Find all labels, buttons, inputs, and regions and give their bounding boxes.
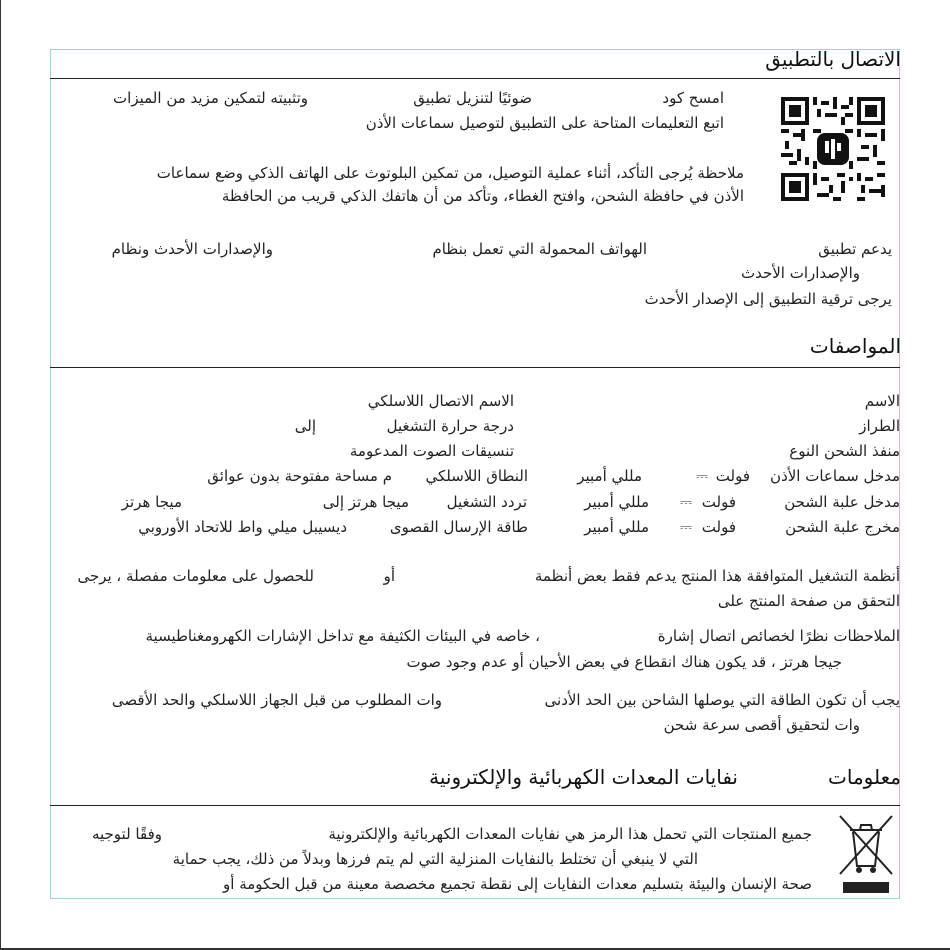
weee-line1-left: وفقًا لتوجيه (91, 825, 162, 843)
spec-row-value: مللي أمبير (584, 518, 649, 536)
spec-row-value: درجة حرارة التشغيل (386, 417, 514, 435)
specs-section-title: المواصفات (809, 334, 901, 358)
weee-line3: صحة الإنسان والبيئة بتسليم معدات النفايات إلى نقطة تجميع مخصصة معينة من قبل الحكومة أو (223, 875, 812, 893)
app-supports-right: يدعم تطبيق (818, 240, 892, 258)
spec-row-value: ديسيبل ميلي واط للاتحاد الأوروبي (138, 518, 347, 536)
specs-notes-right: الملاحظات نظرًا لخصائص اتصال إشارة (657, 627, 900, 645)
spec-row-value: فولت (715, 467, 750, 485)
app-scan-right: امسح كود (662, 89, 724, 107)
spec-row-value: فولت (701, 518, 736, 536)
spec-row-label: مدخل سماعات الأذن (770, 467, 900, 485)
app-supports-line2: والإصدارات الأحدث (740, 264, 860, 282)
specs-compat-right: أنظمة التشغيل المتوافقة هذا المنتج يدعم فقط بعض أنظمة (534, 567, 900, 585)
app-supports-mid: الهواتف المحمولة التي تعمل بنظام (432, 240, 647, 258)
spec-row-value: ميجا هرتز إلى (322, 493, 409, 511)
dc-symbol-icon: ⎓ (696, 467, 708, 485)
specs-compat-line2: التحقق من صفحة المنتج على (717, 592, 900, 610)
specs-power-right: يجب أن تكون الطاقة التي يوصلها الشاحن بين الحد الأدنى (544, 691, 900, 709)
app-follow-text: اتبع التعليمات المتاحة على التطبيق لتوصيل سماعات الأذن (365, 114, 724, 132)
app-scan-left: وتثبيته لتمكين مزيد من الميزات (113, 89, 308, 107)
specs-compat-left: للحصول على معلومات مفصلة ، يرجى (77, 567, 314, 585)
specs-power-left: وات المطلوب من قبل الجهاز اللاسلكي والحد الأقصى (111, 691, 442, 709)
spec-row-value: النطاق اللاسلكي (425, 467, 528, 485)
app-section-title: الاتصال بالتطبيق (765, 47, 901, 71)
app-upgrade-text: يرجى ترقية التطبيق إلى الإصدار الأحدث (644, 290, 892, 308)
specs-power-line2: وات لتحقيق أقصى سرعة شحن (663, 716, 860, 734)
crossed-bin-icon (836, 812, 896, 897)
spec-row-value: تنسيقات الصوت المدعومة (349, 442, 514, 460)
specs-notes-left: ، خاصه في البيئات الكثيفة مع تداخل الإشارات الكهرومغناطيسية (145, 627, 540, 645)
spec-row-label: منفذ الشحن النوع (789, 442, 900, 460)
spec-row-value: الاسم الاتصال اللاسلكي (367, 392, 514, 410)
page-edge-left (0, 0, 1, 950)
weee-section-divider (50, 805, 900, 806)
app-note-line1: ملاحظة يُرجى التأكد، أثناء عملية التوصيل، من تمكين البلوتوث على الهاتف الذكي وضع سماعات (156, 164, 744, 182)
weee-title-right: معلومات (828, 765, 901, 789)
weee-line1-right: جميع المنتجات التي تحمل هذا الرمز هي نفايات المعدات الكهربائية والإلكترونية (328, 825, 812, 843)
specs-section-divider (50, 367, 900, 368)
spec-row-label: مخرج علبة الشحن (785, 518, 900, 536)
spec-row-value: إلى (294, 417, 316, 435)
app-scan-mid: ضوئيًا لتنزيل تطبيق (413, 89, 532, 107)
specs-notes-line2: جيجا هرتز ، قد يكون هناك انقطاع في بعض الأحيان أو عدم وجود صوت (406, 653, 842, 671)
dc-symbol-icon: ⎓ (680, 518, 692, 536)
spec-row-value: ميجا هرتز (121, 493, 182, 511)
spec-row-value: م مساحة مفتوحة بدون عوائق (207, 467, 392, 485)
spec-row-label: مدخل علبة الشحن (784, 493, 900, 511)
dc-symbol-icon: ⎓ (680, 493, 692, 511)
spec-row-label: الاسم (864, 392, 900, 410)
app-section-divider (50, 78, 900, 79)
app-note-line2: الأذن في حافظة الشحن، وافتح الغطاء، وتأكد من أن هاتفك الذكي قريب من الحافظة (221, 187, 744, 205)
qr-code-icon (781, 97, 885, 201)
spec-row-value: تردد التشغيل (446, 493, 527, 511)
spec-row-label: الطراز (859, 417, 900, 435)
specs-compat-or: أو (383, 567, 395, 585)
spec-row-value: طاقة الإرسال القصوى (389, 518, 528, 536)
app-supports-left: والإصدارات الأحدث ونظام (111, 240, 273, 258)
spec-row-value: فولت (701, 493, 736, 511)
weee-line2: التي لا ينبغي أن تختلط بالنفايات المنزلية التي لم يتم فرزها وبدلاً من ذلك، يجب حماية (172, 850, 698, 868)
spec-row-value: مللي أمبير (584, 493, 649, 511)
spec-row-value: مللي أمبير (577, 467, 642, 485)
weee-title-left: نفايات المعدات الكهربائية والإلكترونية (429, 765, 738, 789)
